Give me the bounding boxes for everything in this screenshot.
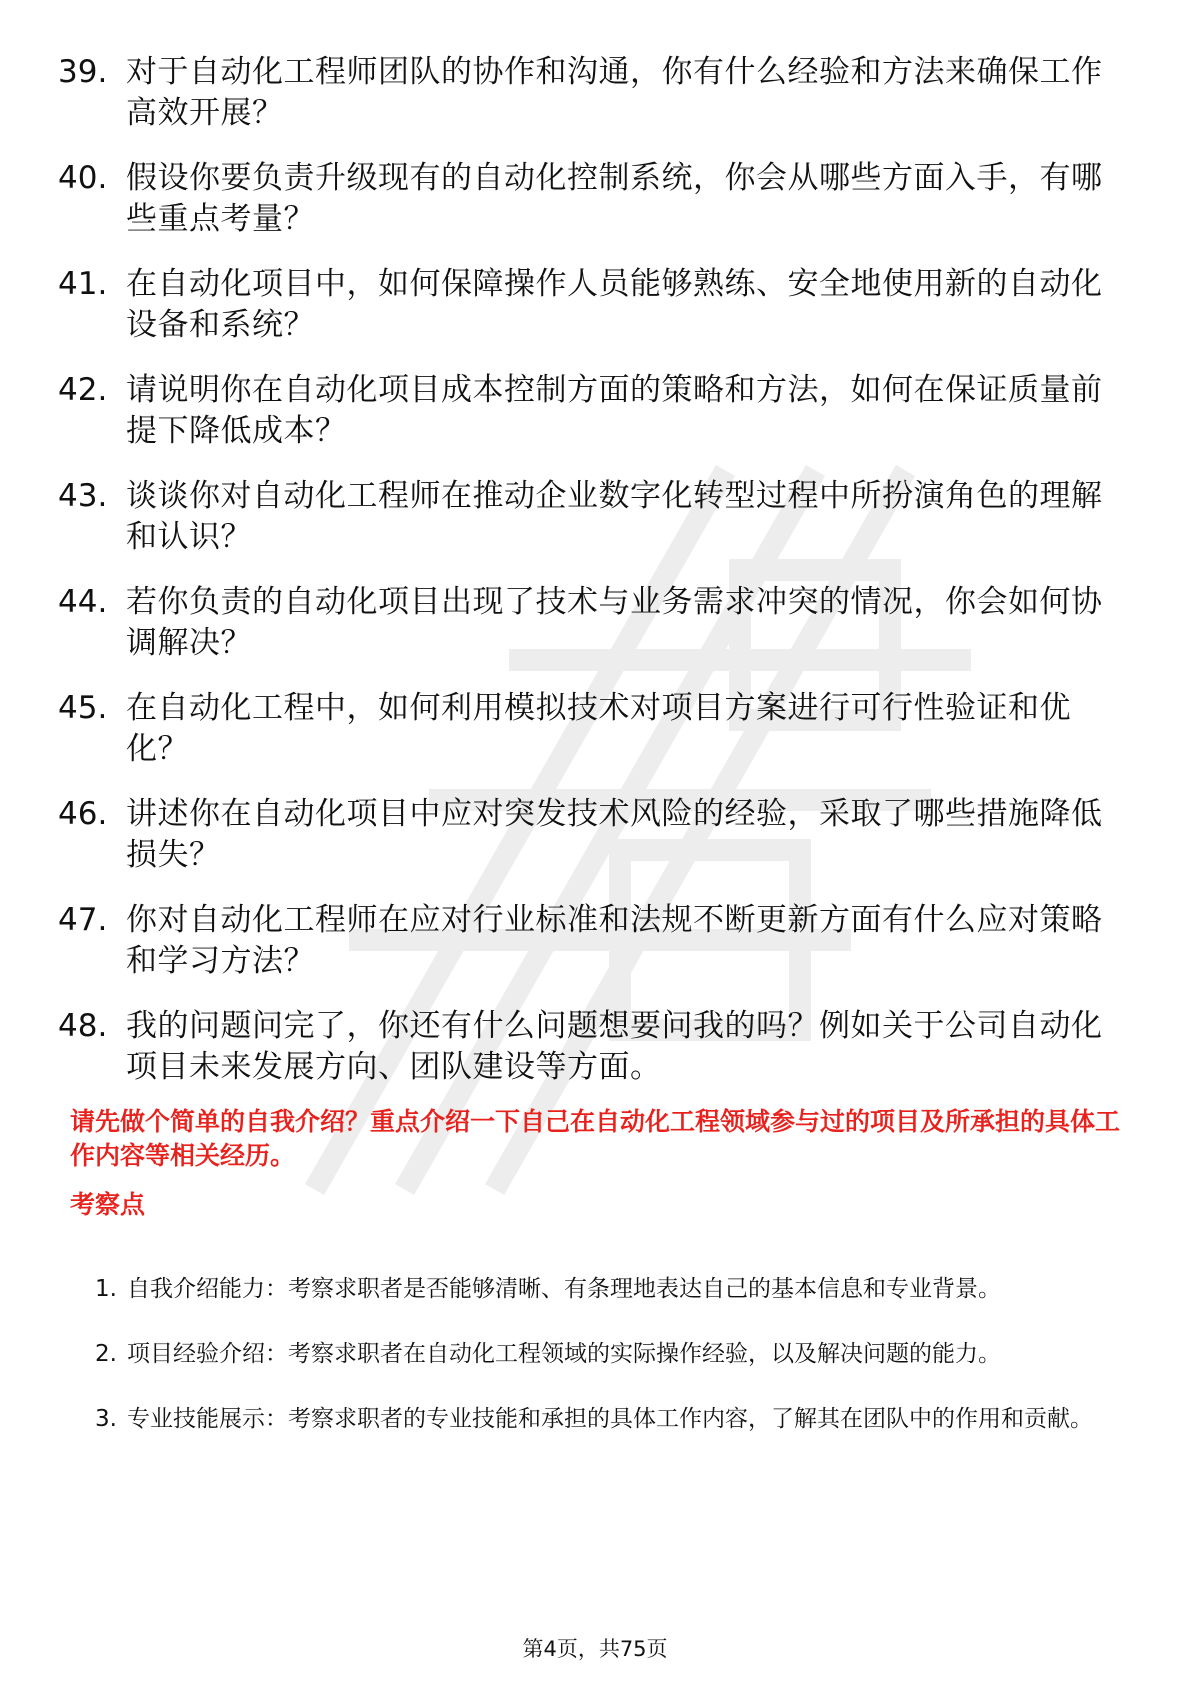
assessment-point	[95, 1325, 1120, 1383]
question-number: 45.	[58, 690, 108, 726]
question-item	[58, 1006, 1118, 1088]
question-item	[58, 370, 1118, 452]
assessment-points-list	[95, 1260, 1120, 1455]
question-number: 42.	[58, 372, 108, 408]
question-item	[58, 158, 1118, 240]
question-number: 39.	[58, 54, 108, 90]
question-item	[58, 52, 1118, 134]
assessment-point	[95, 1390, 1120, 1448]
point-number: 2.	[95, 1341, 117, 1367]
question-item	[58, 688, 1118, 770]
question-text: 讲述你在自动化项目中应对突发技术风险的经验，采取了哪些措施降低损失？	[126, 796, 1103, 873]
point-number: 3.	[95, 1406, 117, 1432]
question-text: 请说明你在自动化项目成本控制方面的策略和方法，如何在保证质量前提下降低成本？	[126, 372, 1103, 449]
question-list	[58, 52, 1118, 1112]
point-text: 项目经验介绍：考察求职者在自动化工程领域的实际操作经验，以及解决问题的能力。	[127, 1341, 1001, 1367]
section-title: 考察点	[70, 1190, 146, 1219]
question-item	[58, 264, 1118, 346]
point-text: 专业技能展示：考察求职者的专业技能和承担的具体工作内容，了解其在团队中的作用和贡献。	[127, 1406, 1093, 1432]
question-text: 假设你要负责升级现有的自动化控制系统，你会从哪些方面入手，有哪些重点考量？	[126, 160, 1103, 237]
point-number: 1.	[95, 1276, 117, 1302]
question-number: 48.	[58, 1008, 108, 1044]
question-number: 40.	[58, 160, 108, 196]
question-item	[58, 476, 1118, 558]
question-text: 你对自动化工程师在应对行业标准和法规不断更新方面有什么应对策略和学习方法？	[126, 902, 1103, 979]
question-number: 47.	[58, 902, 108, 938]
question-item	[58, 582, 1118, 664]
question-text: 在自动化工程中，如何利用模拟技术对项目方案进行可行性验证和优化？	[126, 690, 1071, 767]
question-text: 谈谈你对自动化工程师在推动企业数字化转型过程中所扮演角色的理解和认识？	[126, 478, 1103, 555]
question-item	[58, 794, 1118, 876]
question-text: 对于自动化工程师团队的协作和沟通，你有什么经验和方法来确保工作高效开展？	[126, 54, 1103, 131]
assessment-point	[95, 1260, 1120, 1318]
page-footer: 第4页，共75页	[522, 1637, 668, 1661]
question-text: 若你负责的自动化项目出现了技术与业务需求冲突的情况，你会如何协调解决？	[126, 584, 1103, 661]
question-number: 43.	[58, 478, 108, 514]
highlight-question: 请先做个简单的自我介绍？重点介绍一下自己在自动化工程领域参与过的项目及所承担的具体工作内容等相关经历。	[70, 1107, 1121, 1170]
question-item	[58, 900, 1118, 982]
question-number: 41.	[58, 266, 108, 302]
point-text: 自我介绍能力：考察求职者是否能够清晰、有条理地表达自己的基本信息和专业背景。	[127, 1276, 1001, 1302]
question-text: 我的问题问完了，你还有什么问题想要问我的吗？例如关于公司自动化项目未来发展方向、团队建设等方面。	[126, 1008, 1103, 1085]
question-number: 44.	[58, 584, 108, 620]
question-text: 在自动化项目中，如何保障操作人员能够熟练、安全地使用新的自动化设备和系统？	[126, 266, 1103, 343]
question-number: 46.	[58, 796, 108, 832]
